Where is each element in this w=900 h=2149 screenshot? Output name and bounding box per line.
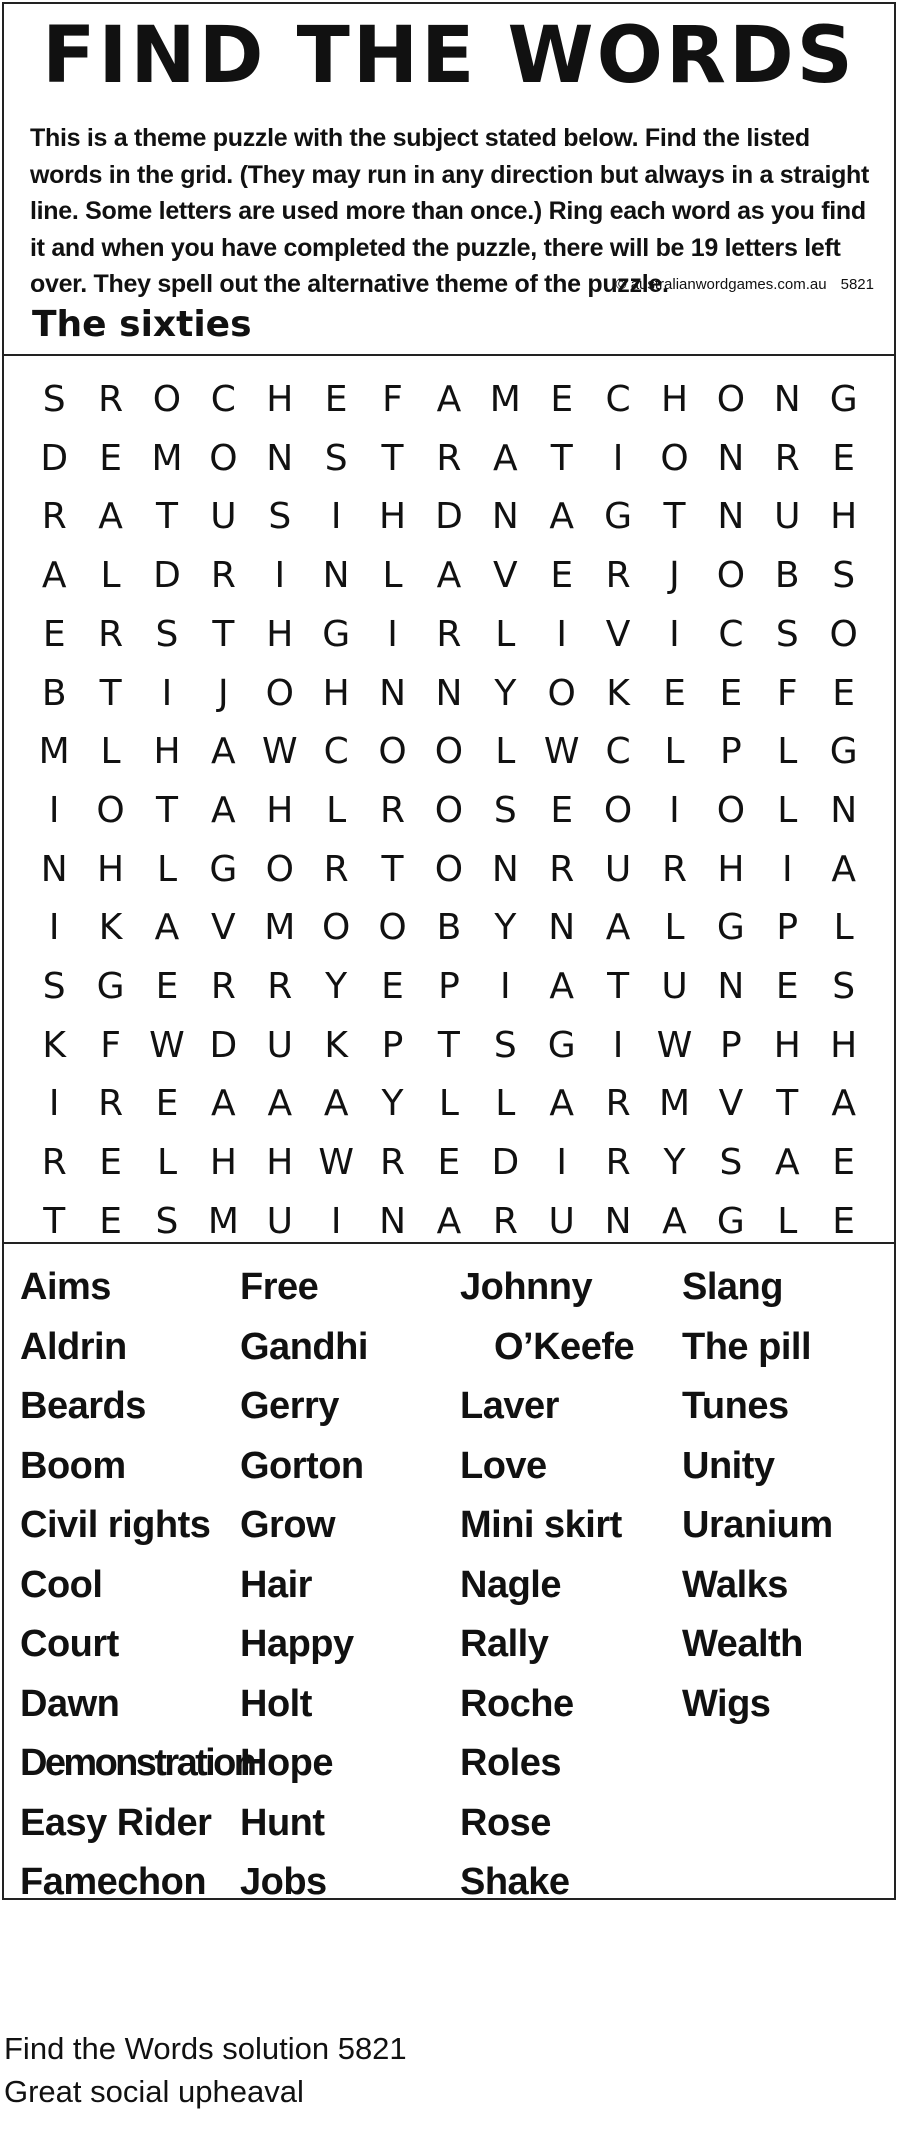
grid-letter[interactable]: D <box>491 1142 520 1184</box>
word-item: Laver <box>460 1385 559 1427</box>
grid-letter[interactable]: S <box>42 379 66 420</box>
grid-letter[interactable]: G <box>716 1200 745 1242</box>
grid-letter[interactable]: S <box>268 496 292 538</box>
grid-letter[interactable]: H <box>830 496 858 538</box>
grid-letter[interactable]: H <box>379 496 407 538</box>
grid-letter[interactable]: H <box>717 848 745 890</box>
grid-letter[interactable]: S <box>42 966 66 1007</box>
grid-letter[interactable]: R <box>380 1142 406 1184</box>
grid-row <box>26 781 872 841</box>
grid-letter[interactable]: G <box>604 496 633 538</box>
word-item: Wealth <box>682 1623 803 1665</box>
grid-letter[interactable]: R <box>41 496 67 538</box>
grid-row <box>26 840 872 900</box>
grid-letter[interactable]: E <box>437 1142 461 1184</box>
grid-letter[interactable]: W <box>318 1142 354 1184</box>
grid-letter[interactable]: C <box>718 613 744 655</box>
word-column <box>240 1258 368 1913</box>
grid-letter[interactable]: I <box>669 789 680 831</box>
grid-letter[interactable]: I <box>387 613 398 655</box>
grid-letter[interactable]: T <box>155 789 178 831</box>
grid-letter[interactable]: E <box>550 379 574 420</box>
grid-letter[interactable]: H <box>153 731 181 773</box>
grid-letter[interactable]: N <box>266 437 294 479</box>
grid-letter[interactable]: U <box>266 1024 293 1066</box>
grid-letter[interactable]: C <box>605 731 631 773</box>
grid-letter[interactable]: W <box>261 731 298 773</box>
grid-letter[interactable]: D <box>209 1024 238 1066</box>
grid-letter[interactable]: U <box>604 848 632 890</box>
word-item: Easy Rider <box>20 1801 212 1844</box>
grid-row <box>26 1074 872 1134</box>
word-item: Cool <box>20 1563 103 1606</box>
puzzle-code: 5821 <box>840 276 874 293</box>
grid-letter[interactable]: C <box>323 731 349 773</box>
grid-letter[interactable]: S <box>832 555 856 597</box>
grid-letter[interactable]: N <box>491 496 519 538</box>
grid-letter[interactable]: T <box>212 613 235 655</box>
grid-letter[interactable]: H <box>830 1024 858 1066</box>
grid-letter[interactable]: N <box>548 907 576 949</box>
grid-letter[interactable]: M <box>207 1200 239 1242</box>
grid-row <box>26 1192 872 1252</box>
grid-letter[interactable]: G <box>716 907 745 949</box>
grid-letter[interactable]: K <box>42 1024 66 1066</box>
solution-heading: Find the Words solution 5821 <box>4 2031 407 2066</box>
grid-letter[interactable]: H <box>97 848 125 890</box>
puzzle-header <box>4 4 894 356</box>
grid-letter[interactable]: R <box>210 555 236 597</box>
grid-letter[interactable]: G <box>322 613 351 655</box>
grid-letter[interactable]: A <box>211 731 236 773</box>
grid-letter[interactable]: T <box>381 848 404 890</box>
grid-letter[interactable]: N <box>435 672 463 714</box>
grid-letter[interactable]: F <box>776 672 798 714</box>
grid-letter[interactable]: S <box>155 613 179 655</box>
grid-letter[interactable]: P <box>381 1024 404 1066</box>
word-item: Jobs <box>240 1861 327 1903</box>
credit-line <box>615 276 874 293</box>
grid-letter[interactable]: S <box>493 789 517 831</box>
grid-letter[interactable]: B <box>774 555 800 597</box>
grid-letter[interactable]: N <box>717 496 745 538</box>
puzzle-title: FIND THE WORDS <box>42 11 856 101</box>
grid-letter[interactable]: J <box>218 672 229 714</box>
grid-letter[interactable]: A <box>662 1200 687 1242</box>
grid-letter[interactable]: A <box>211 789 236 831</box>
word-item: Slang <box>682 1266 783 1308</box>
grid-letter[interactable]: I <box>330 496 342 538</box>
grid-letter[interactable]: D <box>153 555 181 597</box>
grid-letter[interactable]: T <box>155 496 178 538</box>
word-item: Aldrin <box>20 1325 127 1368</box>
grid-letter[interactable]: V <box>493 555 518 597</box>
grid-letter[interactable]: R <box>605 555 631 597</box>
grid-letter[interactable]: I <box>330 1200 342 1242</box>
grid-letter[interactable]: U <box>266 1200 293 1242</box>
grid-letter[interactable]: H <box>266 789 294 831</box>
grid-letter[interactable]: N <box>379 672 406 714</box>
grid-letter[interactable]: Y <box>663 1142 686 1184</box>
word-column <box>20 1258 254 1913</box>
word-column <box>682 1258 833 1734</box>
grid-letter[interactable]: I <box>669 613 680 655</box>
grid-letter[interactable]: I <box>274 555 286 597</box>
grid-letter[interactable]: A <box>493 437 518 479</box>
grid-letter[interactable]: N <box>773 379 801 420</box>
grid-letter[interactable]: Y <box>325 966 348 1007</box>
word-column <box>460 1258 634 1913</box>
grid-letter[interactable]: R <box>436 437 462 479</box>
grid-letter[interactable]: O <box>716 555 746 597</box>
word-item: Rose <box>460 1801 551 1844</box>
grid-letter[interactable]: Y <box>494 672 517 714</box>
word-item: Johnny <box>460 1266 593 1308</box>
word-item: Mini skirt <box>460 1504 622 1546</box>
word-item: Uranium <box>682 1504 833 1546</box>
grid-letter[interactable]: R <box>661 848 687 890</box>
grid-letter[interactable]: I <box>48 907 60 949</box>
word-item: Famechon <box>20 1861 207 1903</box>
grid-letter[interactable]: F <box>100 1024 121 1066</box>
grid-letter[interactable]: M <box>151 437 183 479</box>
grid-letter[interactable]: M <box>489 379 521 420</box>
grid-letter[interactable]: R <box>605 1083 631 1125</box>
grid-letter[interactable]: N <box>40 848 68 890</box>
word-item: Tunes <box>682 1385 789 1427</box>
grid-letter[interactable]: S <box>324 437 348 479</box>
grid-letter[interactable]: A <box>549 496 575 538</box>
grid-letter[interactable]: W <box>543 731 580 773</box>
grid-letter[interactable]: L <box>495 1083 516 1125</box>
grid-letter[interactable]: L <box>777 1200 798 1242</box>
word-item: Love <box>460 1444 547 1487</box>
grid-letter[interactable]: A <box>211 1083 236 1125</box>
grid-letter[interactable]: O <box>660 437 689 479</box>
solution-block <box>4 2027 407 2113</box>
word-item: Grow <box>240 1504 336 1546</box>
grid-letter[interactable]: U <box>774 496 801 538</box>
word-item: Gerry <box>240 1385 339 1427</box>
grid-letter[interactable]: E <box>99 1142 122 1184</box>
letter-grid <box>4 356 894 1244</box>
grid-row <box>26 429 872 489</box>
grid-letter[interactable]: E <box>832 1142 856 1184</box>
grid-letter[interactable]: E <box>42 613 66 655</box>
grid-letter[interactable]: S <box>719 1142 743 1184</box>
word-item: Free <box>240 1266 319 1308</box>
grid-letter[interactable]: V <box>605 613 631 655</box>
grid-letter[interactable]: O <box>434 848 464 890</box>
grid-letter[interactable]: R <box>605 1142 631 1184</box>
grid-letter[interactable]: N <box>604 1200 632 1242</box>
grid-letter[interactable]: L <box>777 789 798 831</box>
grid-letter[interactable]: A <box>549 1083 575 1125</box>
grid-letter[interactable]: T <box>607 966 630 1007</box>
grid-letter[interactable]: R <box>436 613 462 655</box>
grid-letter[interactable]: D <box>435 496 463 538</box>
grid-letter[interactable]: R <box>210 966 236 1007</box>
grid-letter[interactable]: R <box>267 966 293 1007</box>
grid-letter[interactable]: A <box>267 1083 293 1125</box>
grid-letter[interactable]: W <box>656 1024 693 1066</box>
grid-letter[interactable]: O <box>434 789 464 831</box>
grid-letter[interactable]: L <box>664 731 685 773</box>
grid-letter[interactable]: K <box>606 672 630 714</box>
grid-letter[interactable]: N <box>491 848 519 890</box>
grid-letter[interactable]: L <box>664 907 685 949</box>
grid-letter[interactable]: I <box>556 613 568 655</box>
word-item: Happy <box>240 1623 354 1665</box>
grid-letter[interactable]: E <box>832 437 856 479</box>
word-item: Gandhi <box>240 1325 368 1368</box>
grid-letter[interactable]: I <box>781 848 793 890</box>
word-item: Demonstration <box>20 1742 255 1784</box>
grid-letter[interactable]: O <box>265 848 294 890</box>
grid-letter[interactable]: A <box>605 907 631 949</box>
grid-letter[interactable]: O <box>152 379 182 420</box>
word-item: Rally <box>460 1623 549 1665</box>
grid-letter[interactable]: R <box>98 379 124 420</box>
grid-letter[interactable]: A <box>831 1083 856 1125</box>
grid-letter[interactable]: O <box>716 379 746 420</box>
grid-letter[interactable]: H <box>322 672 350 714</box>
grid-letter[interactable]: L <box>382 555 403 597</box>
grid-letter[interactable]: I <box>161 672 173 714</box>
grid-letter[interactable]: I <box>556 1142 568 1184</box>
grid-letter[interactable]: G <box>209 848 238 890</box>
puzzle-subject: The sixties <box>32 304 252 345</box>
grid-row <box>26 370 872 430</box>
word-item: Hunt <box>240 1801 325 1844</box>
grid-letter[interactable]: O <box>96 789 125 831</box>
grid-letter[interactable]: N <box>830 789 858 831</box>
grid-letter[interactable]: E <box>832 672 856 714</box>
grid-letter[interactable]: A <box>774 1142 800 1184</box>
word-item: Boom <box>20 1444 126 1487</box>
grid-letter[interactable]: A <box>549 966 575 1007</box>
grid-letter[interactable]: M <box>264 907 296 949</box>
word-item: Hope <box>240 1742 333 1784</box>
grid-letter[interactable]: A <box>436 555 462 597</box>
grid-letter[interactable]: O <box>209 437 238 479</box>
grid-letter[interactable]: E <box>324 379 348 420</box>
grid-letter[interactable]: L <box>438 1083 459 1125</box>
grid-letter[interactable]: A <box>436 379 462 420</box>
grid-letter[interactable]: O <box>716 789 746 831</box>
grid-letter[interactable]: R <box>549 848 575 890</box>
word-item: Wigs <box>682 1682 771 1725</box>
grid-row <box>26 664 872 724</box>
grid-letter[interactable]: O <box>603 789 633 831</box>
grid-letter[interactable]: A <box>323 1083 349 1125</box>
grid-letter[interactable]: F <box>382 379 403 420</box>
grid-row <box>26 1016 872 1076</box>
grid-letter[interactable]: H <box>773 1024 801 1066</box>
grid-letter[interactable]: T <box>776 1083 799 1125</box>
grid-letter[interactable]: E <box>663 672 686 714</box>
grid-letter[interactable]: E <box>99 437 122 479</box>
grid-letter[interactable]: E <box>381 966 404 1007</box>
grid-letter[interactable]: H <box>266 379 294 420</box>
word-item: Court <box>20 1623 119 1665</box>
grid-letter[interactable]: H <box>209 1142 237 1184</box>
grid-letter[interactable]: P <box>720 731 742 773</box>
grid-letter[interactable]: E <box>719 672 743 714</box>
grid-letter[interactable]: R <box>323 848 349 890</box>
word-item: Walks <box>682 1563 788 1606</box>
grid-letter[interactable]: O <box>378 731 407 773</box>
grid-letter[interactable]: U <box>548 1200 575 1242</box>
word-item: Hair <box>240 1563 312 1606</box>
grid-letter[interactable]: E <box>155 966 179 1007</box>
grid-letter[interactable]: M <box>38 731 70 773</box>
word-item: Beards <box>20 1385 146 1427</box>
word-item: Aims <box>20 1266 111 1308</box>
word-item: Holt <box>240 1682 312 1725</box>
word-item: Dawn <box>20 1682 120 1725</box>
grid-letter[interactable]: L <box>495 613 516 655</box>
instructions-text: This is a theme puzzle with the subject stated below. Find the listed words in the grid. (They may run in any direction but always in a straight line. Some letters are used more than once.) Ring each word as you find it and when you have completed the puzzle, there will be 19 letters left over. They spell out the alternative theme of the puzzle. <box>30 124 870 298</box>
grid-letter[interactable]: W <box>149 1024 185 1066</box>
grid-letter[interactable]: S <box>832 966 856 1007</box>
grid-row <box>26 957 872 1017</box>
grid-letter[interactable]: H <box>266 613 294 655</box>
word-item: Nagle <box>460 1563 561 1606</box>
grid-letter[interactable]: E <box>775 966 799 1007</box>
grid-letter[interactable]: V <box>718 1083 744 1125</box>
grid-letter[interactable]: P <box>776 907 799 949</box>
grid-row <box>26 898 872 958</box>
grid-letter[interactable]: H <box>266 1142 294 1184</box>
word-list <box>4 1244 894 1903</box>
grid-letter[interactable]: O <box>434 731 464 773</box>
grid-letter[interactable]: Y <box>494 907 517 949</box>
grid-letter[interactable]: T <box>43 1200 66 1242</box>
word-item: Civil rights <box>20 1504 211 1546</box>
word-item: Roche <box>460 1682 574 1725</box>
grid-letter[interactable]: G <box>96 966 125 1007</box>
grid-letter[interactable]: O <box>265 672 294 714</box>
grid-letter[interactable]: O <box>547 672 576 714</box>
grid-letter[interactable]: E <box>99 1200 122 1242</box>
grid-letter[interactable]: L <box>495 731 516 773</box>
word-item: The pill <box>682 1325 811 1368</box>
grid-letter[interactable]: I <box>48 1083 60 1125</box>
grid-row <box>26 605 872 665</box>
word-item: Shake <box>460 1861 570 1903</box>
grid-letter[interactable]: O <box>321 907 351 949</box>
grid-letter[interactable]: B <box>436 907 462 949</box>
grid-row <box>26 487 872 547</box>
grid-row <box>26 1133 872 1193</box>
grid-letter[interactable]: J <box>669 555 680 597</box>
grid-letter[interactable]: B <box>41 672 67 714</box>
grid-letter[interactable]: D <box>40 437 69 479</box>
grid-letter[interactable]: L <box>100 731 121 773</box>
grid-letter[interactable]: U <box>661 966 688 1007</box>
solution-answer: Great social upheaval <box>4 2074 304 2109</box>
grid-letter[interactable]: K <box>98 907 123 949</box>
grid-row <box>26 546 872 606</box>
grid-letter[interactable]: R <box>98 613 124 655</box>
grid-letter[interactable]: E <box>550 789 574 831</box>
grid-letter[interactable]: T <box>381 437 404 479</box>
grid-letter[interactable]: L <box>156 848 177 890</box>
grid-letter[interactable]: T <box>550 437 573 479</box>
grid-letter[interactable]: P <box>438 966 460 1007</box>
word-item: Gorton <box>240 1444 364 1487</box>
grid-letter[interactable]: U <box>210 496 237 538</box>
word-item: Unity <box>682 1444 775 1487</box>
grid-letter[interactable]: L <box>833 907 854 949</box>
grid-letter[interactable]: N <box>322 555 350 597</box>
grid-letter[interactable]: R <box>380 789 406 831</box>
grid-letter[interactable]: R <box>492 1200 518 1242</box>
word-item: Roles <box>460 1742 561 1784</box>
grid-letter[interactable]: T <box>99 672 122 714</box>
grid-letter[interactable]: N <box>717 437 745 479</box>
grid-letter[interactable]: I <box>48 789 60 831</box>
grid-letter[interactable]: C <box>210 379 236 420</box>
grid-letter[interactable]: L <box>156 1142 177 1184</box>
grid-letter[interactable]: A <box>41 555 67 597</box>
grid-letter[interactable]: M <box>658 1083 691 1125</box>
grid-letter[interactable]: G <box>829 731 858 773</box>
grid-letter[interactable]: E <box>155 1083 179 1125</box>
grid-letter[interactable]: O <box>829 613 858 655</box>
grid-letter[interactable]: S <box>155 1200 179 1242</box>
grid-letter[interactable]: P <box>720 1024 742 1066</box>
grid-letter[interactable]: S <box>775 613 799 655</box>
grid-letter[interactable]: T <box>663 496 686 538</box>
grid-letter[interactable]: Y <box>381 1083 404 1125</box>
grid-letter[interactable]: V <box>211 907 236 949</box>
grid-letter[interactable]: K <box>324 1024 348 1066</box>
grid-letter[interactable]: S <box>493 1024 517 1066</box>
grid-letter[interactable]: G <box>547 1024 576 1066</box>
grid-letter[interactable]: G <box>829 379 858 420</box>
grid-letter[interactable]: O <box>378 907 407 949</box>
grid-letter[interactable]: R <box>774 437 800 479</box>
grid-letter[interactable]: I <box>612 437 624 479</box>
grid-letter[interactable]: A <box>98 496 123 538</box>
grid-row <box>26 722 872 782</box>
grid-letter[interactable]: L <box>326 789 347 831</box>
credit-site: © australianwordgames.com.au <box>615 276 827 293</box>
grid-letter[interactable]: A <box>154 907 180 949</box>
grid-letter[interactable]: E <box>550 555 574 597</box>
word-item: O’Keefe <box>494 1325 635 1368</box>
grid-letter[interactable]: R <box>98 1083 124 1125</box>
grid-letter[interactable]: A <box>831 848 856 890</box>
grid-letter[interactable]: H <box>660 379 689 420</box>
grid-letter[interactable]: L <box>777 731 798 773</box>
grid-letter[interactable]: A <box>436 1200 462 1242</box>
grid-letter[interactable]: N <box>717 966 745 1007</box>
grid-letter[interactable]: N <box>379 1200 406 1242</box>
puzzle-panel <box>2 2 896 1903</box>
grid-letter[interactable]: L <box>100 555 121 597</box>
grid-letter[interactable]: R <box>41 1142 67 1184</box>
grid-letter[interactable]: E <box>832 1200 856 1242</box>
grid-letter[interactable]: I <box>612 1024 624 1066</box>
grid-letter[interactable]: I <box>500 966 511 1007</box>
grid-letter[interactable]: T <box>437 1024 460 1066</box>
grid-letter[interactable]: C <box>605 379 631 420</box>
